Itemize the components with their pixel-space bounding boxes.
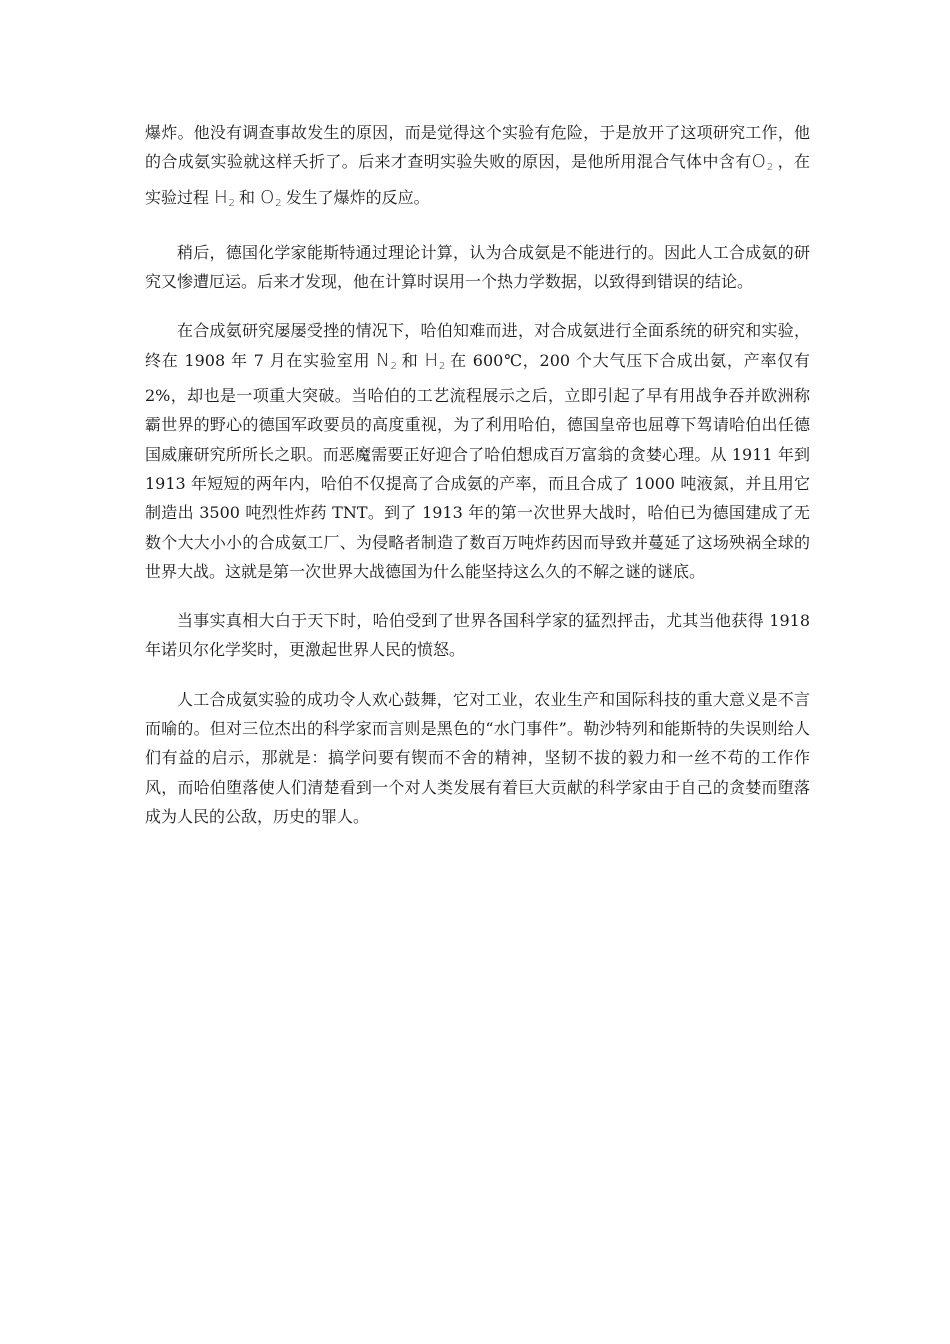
paragraph-nernst: 稍后，德国化学家能斯特通过理论计算，认为合成氨是不能进行的。因此人工合成氨的研究又惨遭厄运。后来才发现，他在计算时误用一个热力学数据，以致得到错误的结论。 [145, 242, 810, 292]
formula-o2: $O_2$ [751, 151, 775, 174]
text-run: 爆炸。他没有调查事故发生的原因，而是觉得这个实验有危险，于是放开了这项研究工作，他的合成氨实验就这样夭折了。后来才查明实验失败的原因，是他所用混合气体中含有 [145, 123, 810, 172]
formula-h2: $H_2$ [424, 349, 447, 372]
formula-n2: $N_2$ [376, 349, 399, 372]
paragraph-conclusion: 人工合成氨实验的成功令人欢心鼓舞，它对工业，农业生产和国际科技的重大意义是不言而喻的。但对三位杰出的科学家而言则是黑色的“水门事件”。勒沙特列和能斯特的失误则给人们有益的启示，那就是：搞学问要有锲而不舍的精神，坚韧不拔的毅力和一丝不苟的工作作风，而哈伯堕落使人们清楚看到一个对人类发展有着巨大贡献的科学家由于自己的贪婪而堕落成为人民的公敌，历史的罪人。 [145, 689, 810, 826]
document-page [145, 118, 810, 831]
text-run: 和 [239, 187, 261, 207]
paragraph-explosion [145, 118, 810, 218]
formula-o2: $O_2$ [260, 186, 283, 209]
paragraph-haber [145, 316, 810, 586]
text-run: 和 [401, 350, 425, 370]
text-run: 发生了爆炸的反应。 [285, 187, 430, 207]
paragraph-criticism: 当事实真相大白于天下时，哈伯受到了世界各国科学家的猛烈抨击，尤其当他获得 1918 年诺贝尔化学奖时，更激起世界人民的愤怒。 [145, 611, 810, 660]
text-run: 在合成氨研究屡屡受挫的情况下，哈伯知难而进，对合成氨进行全面系统的研究和实验，终在 1908 年 7 月在实验室用 [145, 321, 810, 370]
formula-h2: $H_2$ [214, 186, 237, 209]
text-run: ，在实验过程 [145, 152, 810, 207]
text-run: 在 600℃，200 个大气压下合成出氨，产率仅有 2%，却也是一项重大突破。当哈伯的工艺流程展示之后，立即引起了早有用战争吞并欧洲称霸世界的野心的德国军政要员的高度重视，为了利用哈伯，德国皇帝也屈尊下驾请哈伯出任德国威廉研究所所长之职。而恶魔需要正好迎合了哈伯想成百万富翁的贪婪心理。从 1911 年到 1913 年短短的两年内，哈伯不仅提高了合成氨的产率，而且合成了 1000 吨液氮，并且用它制造出 3500 吨烈性炸药 TNT。到了 1913 年的第一次世界大战时，哈伯已为德国建成了无数个大大小小的合成氨工厂、为侵略者制造了数百万吨炸药因而导致并蔓延了这场殃祸全球的世界大战。这就是第一次世界大战德国为什么能坚持这么久的不解之谜的谜底。 [145, 350, 810, 581]
